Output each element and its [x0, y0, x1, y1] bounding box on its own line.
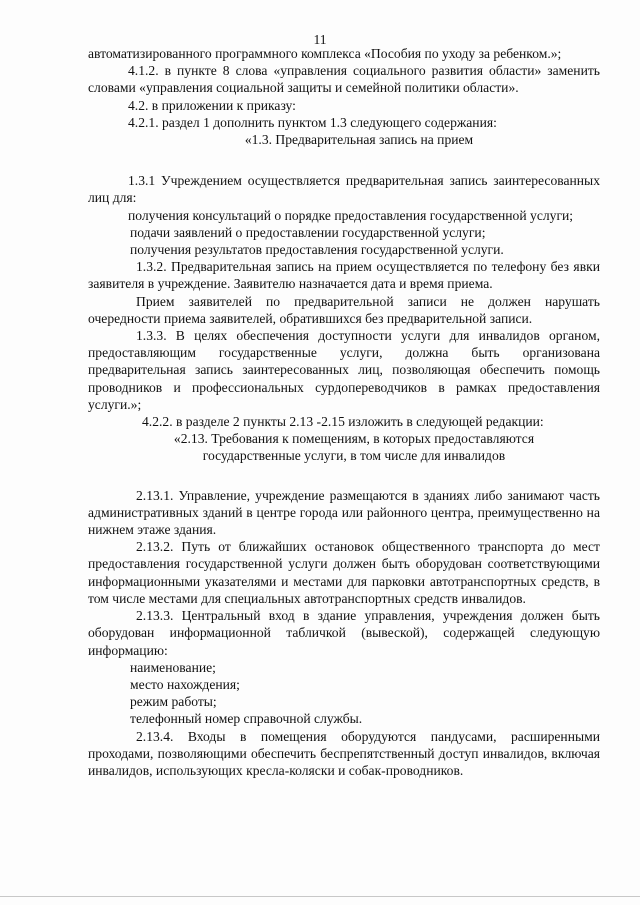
page-number: 11 [313, 32, 327, 47]
paragraph-4-2: 4.2. в приложении к приказу: [128, 97, 296, 113]
list-item-name: наименование; [130, 659, 216, 675]
paragraph-2-13-3: 2.13.3. Центральный вход в здание управления, учреждения должен быть оборудован информационной табличкой (вывеской), содержащей следующую информацию: [88, 608, 600, 658]
list-item-consultations: получения консультаций о порядке предоставления государственной услуги; [128, 207, 574, 223]
section-heading-2-13-line2: государственные услуги, в том числе для инвалидов [202, 448, 506, 464]
paragraph-1-3-2: 1.3.2. Предварительная запись на прием осуществляется по телефону без явки заявителя в учреждение. Заявителю назначается дата и время приема. [88, 259, 600, 292]
paragraph-2-13-4: 2.13.4. Входы в помещения оборудуются пандусами, расширенными проходами, позволяющими обеспечить беспрепятственный доступ инвалидов, включая инвалидов, использующих кресла-коляски и собак-проводников. [88, 728, 600, 778]
list-item-applications: подачи заявлений о предоставлении государственной услуги; [130, 224, 486, 240]
list-item-location: место нахождения; [130, 676, 240, 692]
list-item-phone: телефонный номер справочной службы. [130, 711, 363, 727]
spacer [88, 465, 600, 487]
scan-edge-line [0, 896, 640, 897]
list-item-results: получения результатов предоставления государственной услуги. [130, 242, 504, 258]
document-body [88, 45, 600, 779]
paragraph-1-3-1: 1.3.1 Учреждением осуществляется предварительная запись заинтересованных лиц для: [88, 173, 600, 206]
paragraph-continuation: автоматизированного программного комплекса «Пособия по уходу за ребенком.»; [88, 46, 562, 61]
paragraph-4-1-2: 4.1.2. в пункте 8 слова «управления социального развития области» заменить словами «управления социальной защиты и семейной политики области». [88, 63, 600, 96]
paragraph-2-13-2: 2.13.2. Путь от ближайших остановок общественного транспорта до мест предоставления государственной услуги должен быть оборудован соответствующими информационными указателями и местами для парковки автотранспортных средств, в том числе местами для специальных автотранспортных средств инвалидов. [88, 539, 600, 606]
paragraph-4-2-1: 4.2.1. раздел 1 дополнить пунктом 1.3 следующего содержания: [128, 114, 497, 130]
paragraph-4-2-2: 4.2.2. в разделе 2 пункты 2.13 -2.15 изложить в следующей редакции: [142, 414, 544, 430]
spacer [88, 148, 600, 172]
paragraph-2-13-1: 2.13.1. Управление, учреждение размещаются в зданиях либо занимают часть административных зданий в центре города или районного центра, преимущественно на нижнем этаже здания. [88, 487, 600, 538]
paragraph-reception-order: Прием заявителей по предварительной записи не должен нарушать очередности приема заявителей, обратившихся без предварительной записи. [88, 293, 600, 326]
section-heading-2-13-line1: «2.13. Требования к помещениям, в которых предоставляются [173, 431, 535, 447]
paragraph-1-3-3: 1.3.3. В целях обеспечения доступности услуги для инвалидов органом, предоставляющим государственные услуги, должна быть организована предварительная запись заинтересованных лиц, позволяющая обеспечить помощь проводников и профессиональных сурдопереводчиков в рамках предоставления услуги.»; [88, 328, 600, 412]
section-heading-1-3: «1.3. Предварительная запись на прием [244, 132, 474, 148]
list-item-schedule: режим работы; [130, 694, 217, 710]
